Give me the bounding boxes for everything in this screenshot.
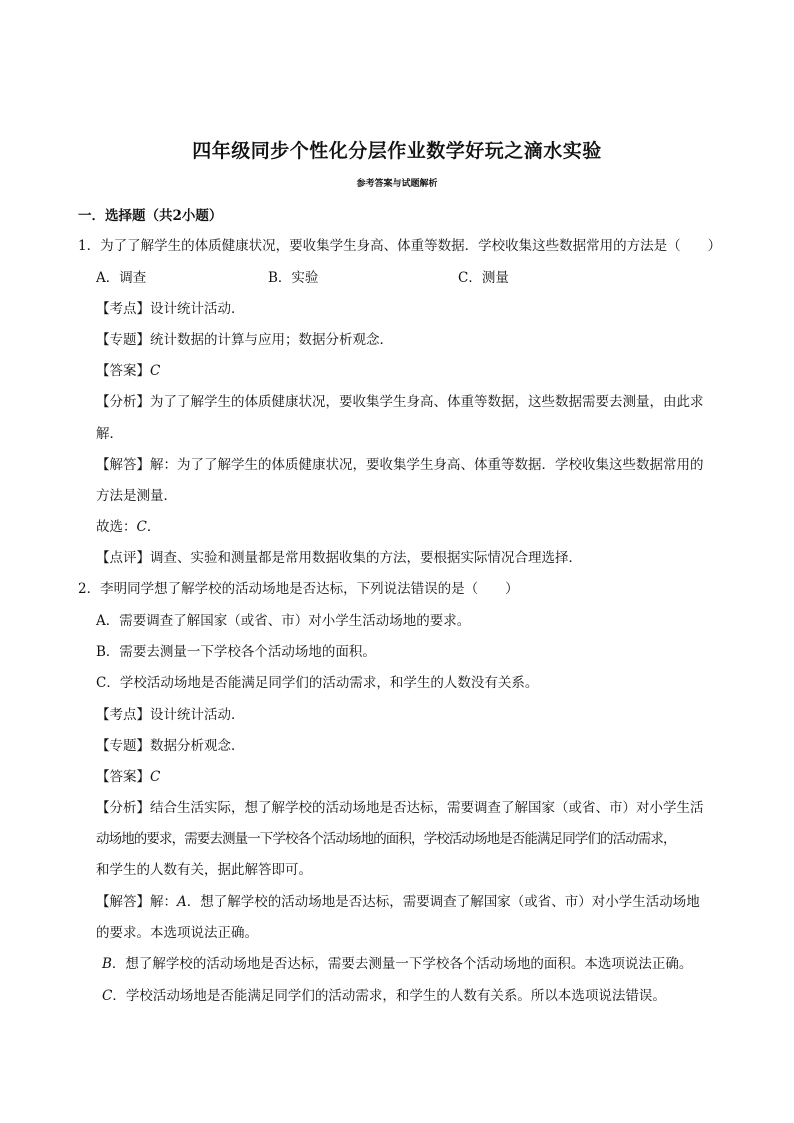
q2-kaodian	[96, 706, 245, 724]
q2-option-c: C．学校活动场地是否能满足同学们的活动需求，和学生的人数没有关系。	[96, 675, 539, 691]
q2-kaodian-tag: 【考点】	[96, 707, 150, 723]
q1-dianping	[96, 549, 582, 567]
q1-answer	[96, 362, 160, 380]
q2-fenxi-tag: 【分析】	[96, 800, 150, 816]
q1-dianping-tag: 【点评】	[96, 550, 150, 566]
q2-fenxi-line1: 结合生活实际，想了解学校的活动场地是否达标，需要调查了解国家（或省、市）对小学生活	[150, 800, 704, 816]
q2-jieda	[96, 893, 700, 911]
q1-choose-letter: C	[136, 519, 147, 535]
q1-jieda-line1: 解：为了了解学生的体质健康状况，要收集学生身高、体重等数据．学校收集这些数据常用的	[150, 457, 704, 473]
q2-fenxi-line2: 动场地的要求，需要去测量一下学校各个活动场地的面积，学校活动场地是否能满足同学们的活动需求，	[96, 831, 676, 847]
q1-fenxi-tag: 【分析】	[96, 394, 150, 410]
q1-fenxi-line2: 解．	[96, 426, 123, 442]
q1-answer-value: C	[150, 363, 161, 379]
q1-answer-tag: 【答案】	[96, 363, 150, 379]
q2-kaodian-text: 设计统计活动．	[150, 707, 245, 723]
q2-answer	[96, 768, 160, 786]
q2-option-b: B．需要去测量一下学校各个活动场地的面积。	[96, 644, 376, 660]
q1-kaodian-text: 设计统计活动．	[150, 301, 245, 317]
q2-jieda-line3	[102, 955, 692, 973]
q1-choose	[96, 518, 160, 536]
q1-stem: 1．为了了解学生的体质健康状况，要收集学生身高、体重等数据．学校收集这些数据常用的方法是（ ）	[78, 238, 722, 254]
q1-option-c: C．测量	[458, 270, 509, 286]
q1-zhuanti	[96, 331, 393, 349]
page-subtitle: 参考答案与试题解析	[356, 179, 438, 189]
q2-jieda-line4	[102, 987, 666, 1005]
q2-jieda-pre: 解：	[150, 894, 177, 910]
q2-jieda-line1: ．想了解学校的活动场地是否达标，需要调查了解国家（或省、市）对小学生活动场地	[186, 894, 700, 910]
q2-answer-tag: 【答案】	[96, 769, 150, 785]
q1-fenxi-line1: 为了了解学生的体质健康状况，要收集学生身高、体重等数据，这些数据需要去测量，由此求	[150, 394, 704, 410]
q1-jieda-tag: 【解答】	[96, 457, 150, 473]
q2-zhuanti-tag: 【专题】	[96, 738, 150, 754]
q2-stem: 2．李明同学想了解学校的活动场地是否达标，下列说法错误的是（ ）	[78, 581, 519, 597]
q1-option-b: B．实验	[268, 270, 319, 286]
q1-jieda-line2: 方法是测量．	[96, 488, 177, 504]
q1-zhuanti-text: 统计数据的计算与应用；数据分析观念．	[150, 332, 393, 348]
q1-option-a: A．调查	[96, 270, 147, 286]
q2-jieda-line4-text: ．学校活动场地是否能满足同学们的活动需求，和学生的人数有关系。所以本选项说法错误。	[112, 988, 666, 1004]
q1-zhuanti-tag: 【专题】	[96, 332, 150, 348]
q1-choose-prefix: 故选：	[96, 519, 137, 535]
q2-answer-value: C	[150, 769, 161, 785]
q2-jieda-letter-a: A	[177, 894, 187, 910]
q2-fenxi	[96, 799, 704, 817]
page-title: 四年级同步个性化分层作业数学好玩之滴水实验	[192, 140, 602, 162]
section-heading: 一．选择题（共2小题）	[78, 208, 223, 224]
q1-jieda	[96, 456, 704, 474]
q2-jieda-letter-c: C	[102, 988, 113, 1004]
q2-jieda-letter-b: B	[102, 956, 112, 972]
q2-jieda-line2: 的要求。本选项说法正确。	[96, 925, 258, 941]
q2-jieda-line3-text: ．想了解学校的活动场地是否达标，需要去测量一下学校各个活动场地的面积。本选项说法正确。	[111, 956, 693, 972]
q2-option-a: A．需要调查了解国家（或省、市）对小学生活动场地的要求。	[96, 613, 471, 629]
q2-jieda-tag: 【解答】	[96, 894, 150, 910]
q1-kaodian-tag: 【考点】	[96, 301, 150, 317]
q1-kaodian	[96, 300, 245, 318]
q1-choose-suffix: ．	[146, 519, 161, 535]
q2-zhuanti-text: 数据分析观念．	[150, 738, 245, 754]
q2-zhuanti	[96, 737, 245, 755]
q1-fenxi	[96, 393, 704, 411]
q1-dianping-text: 调查、实验和测量都是常用数据收集的方法，要根据实际情况合理选择．	[150, 550, 582, 566]
q2-fenxi-line3: 和学生的人数有关，据此解答即可。	[96, 862, 312, 878]
